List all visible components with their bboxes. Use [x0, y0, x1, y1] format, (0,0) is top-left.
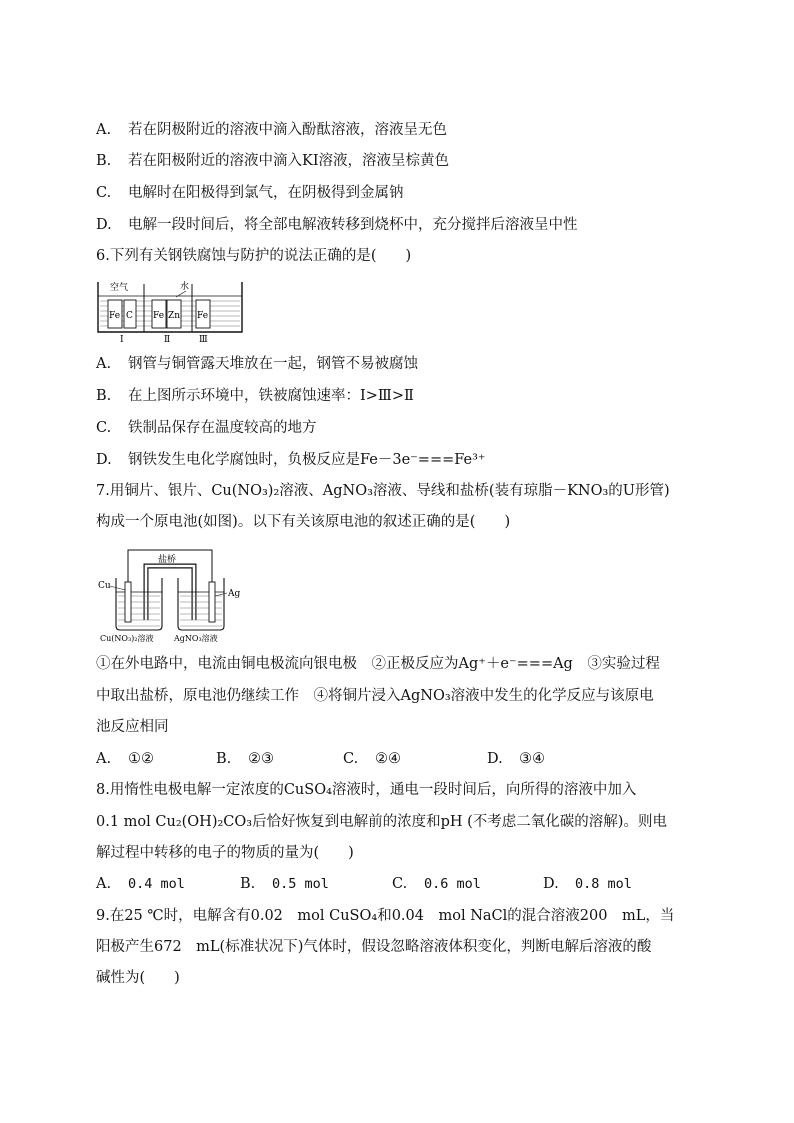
electrode-ag	[209, 582, 215, 622]
option-label: D.	[96, 452, 112, 468]
option-label: A.	[96, 122, 112, 138]
electrode-label-ag: Ag	[228, 589, 241, 599]
option-text: 在上图所示环境中，铁被腐蚀速率：Ⅰ>Ⅲ>Ⅱ	[128, 388, 414, 404]
option-text: ①②	[128, 751, 154, 767]
cell-number: Ⅲ	[199, 335, 208, 344]
q8-option-c	[392, 874, 481, 894]
salt-bridge-label: 盐桥	[158, 555, 177, 565]
q7-option-b	[216, 749, 274, 769]
option-text: ②④	[375, 751, 401, 767]
air-label: 空气	[110, 283, 129, 293]
q9-line1: 9.在25 ℃时，电解含有0.02 mol CuSO₄和0.04 mol NaCl的混合溶液200 mL，当	[96, 908, 675, 924]
option-text: 电解时在阳极得到氯气，在阴极得到金属钠	[128, 185, 404, 201]
salt-bridge-tube	[146, 566, 194, 620]
q5-option-a	[96, 120, 447, 140]
option-label: D.	[543, 876, 559, 892]
q8-option-a	[96, 874, 185, 894]
q7-option-c	[343, 749, 401, 769]
option-text: 0.6 mol	[424, 876, 481, 892]
electrode-label: Fe	[197, 311, 209, 321]
q6-stem: 6.下列有关钢铁腐蚀与防护的说法正确的是( )	[96, 248, 412, 264]
option-text: 0.5 mol	[272, 876, 329, 892]
q6-option-d	[96, 450, 486, 470]
solution-hatch	[118, 596, 222, 626]
solution-label-right: AgNO₃溶液	[174, 634, 218, 643]
ag-pointer	[215, 593, 227, 596]
option-text: 0.8 mol	[575, 876, 632, 892]
q7-stem-line2: 构成一个原电池(如图)。以下有关该原电池的叙述正确的是( )	[96, 514, 511, 530]
solution-label-left: Cu(NO₃)₂溶液	[100, 634, 154, 643]
option-label: B.	[96, 153, 112, 169]
salt-bridge-inner	[146, 566, 194, 620]
q7-statement-line2: 中取出盐桥，原电池仍继续工作 ④将铜片浸入AgNO₃溶液中发生的化学反应与该原电	[96, 688, 654, 704]
option-text: 若在阳极附近的溶液中滴入KI溶液，溶液呈棕黄色	[128, 153, 450, 169]
water-label: 水	[180, 282, 190, 292]
q7-statement-line1: ①在外电路中，电流由铜电极流向银电极 ②正极反应为Ag⁺＋e⁻===Ag ③实验过程	[96, 656, 660, 672]
q6-corrosion-figure	[96, 276, 246, 344]
q6-option-a	[96, 354, 418, 374]
q8-option-b	[240, 874, 329, 894]
q7-option-d	[487, 749, 545, 769]
option-label: C.	[392, 876, 408, 892]
q7-stem-line1: 7.用铜片、银片、Cu(NO₃)₂溶液、AgNO₃溶液、导线和盐桥(装有琼脂－KNO₃的U形管)	[96, 483, 670, 499]
beaker-left	[116, 578, 162, 630]
option-label: A.	[96, 356, 112, 372]
option-label: C.	[96, 185, 112, 201]
option-text: 若在阴极附近的溶液中滴入酚酞溶液，溶液呈无色	[128, 122, 447, 138]
electrode-label: Fe	[109, 311, 121, 321]
q5-option-c	[96, 183, 404, 203]
option-text: 铁制品保存在温度较高的地方	[128, 420, 317, 436]
q7-statement-line3: 池反应相同	[96, 719, 169, 735]
option-text: ③④	[519, 751, 545, 767]
beaker-right	[178, 578, 224, 630]
option-label: B.	[96, 388, 112, 404]
option-label: D.	[487, 751, 503, 767]
option-label: B.	[240, 876, 256, 892]
electrode-label: Fe	[153, 311, 165, 321]
option-label: D.	[96, 217, 112, 233]
q6-option-b	[96, 386, 414, 406]
option-text: 电解一段时间后，将全部电解液转移到烧杯中，充分搅拌后溶液呈中性	[128, 217, 578, 233]
q9-line2: 阳极产生672 mL(标准状况下)气体时，假设忽略溶液体积变化，判断电解后溶液的酸	[96, 939, 652, 955]
option-label: C.	[96, 420, 112, 436]
q7-option-a	[96, 749, 154, 769]
q8-line1: 8.用惰性电极电解一定浓度的CuSO₄溶液时，通电一段时间后，向所得的溶液中加入	[96, 782, 637, 798]
option-label: A.	[96, 876, 112, 892]
electrode-label-cu: Cu	[98, 581, 111, 591]
option-text: ②③	[248, 751, 274, 767]
option-label: A.	[96, 751, 112, 767]
cell-number: Ⅰ	[120, 335, 124, 344]
option-text: 钢管与铜管露天堆放在一起，钢管不易被腐蚀	[128, 356, 418, 372]
option-label: B.	[216, 751, 232, 767]
q6-option-c	[96, 418, 317, 438]
q5-option-b	[96, 151, 449, 171]
q8-option-d	[543, 874, 632, 894]
q7-galvanic-cell-figure	[96, 544, 246, 644]
electrode-label: C	[126, 311, 133, 321]
option-label: C.	[343, 751, 359, 767]
electrode-cu	[125, 582, 131, 622]
q8-line3: 解过程中转移的电子的物质的量为( )	[96, 845, 354, 861]
q5-option-d	[96, 215, 578, 235]
q8-line2: 0.1 mol Cu₂(OH)₂CO₃后恰好恢复到电解前的浓度和pH (不考虑二氧化碳的溶解)。则电	[96, 814, 667, 830]
q9-line3: 碱性为( )	[96, 970, 180, 986]
option-text: 钢铁发生电化学腐蚀时，负极反应是Fe－3e⁻===Fe³⁺	[128, 452, 486, 468]
cell-number: Ⅱ	[164, 335, 171, 344]
electrode-label: Zn	[168, 311, 181, 321]
option-text: 0.4 mol	[128, 876, 185, 892]
cu-pointer	[110, 586, 125, 590]
